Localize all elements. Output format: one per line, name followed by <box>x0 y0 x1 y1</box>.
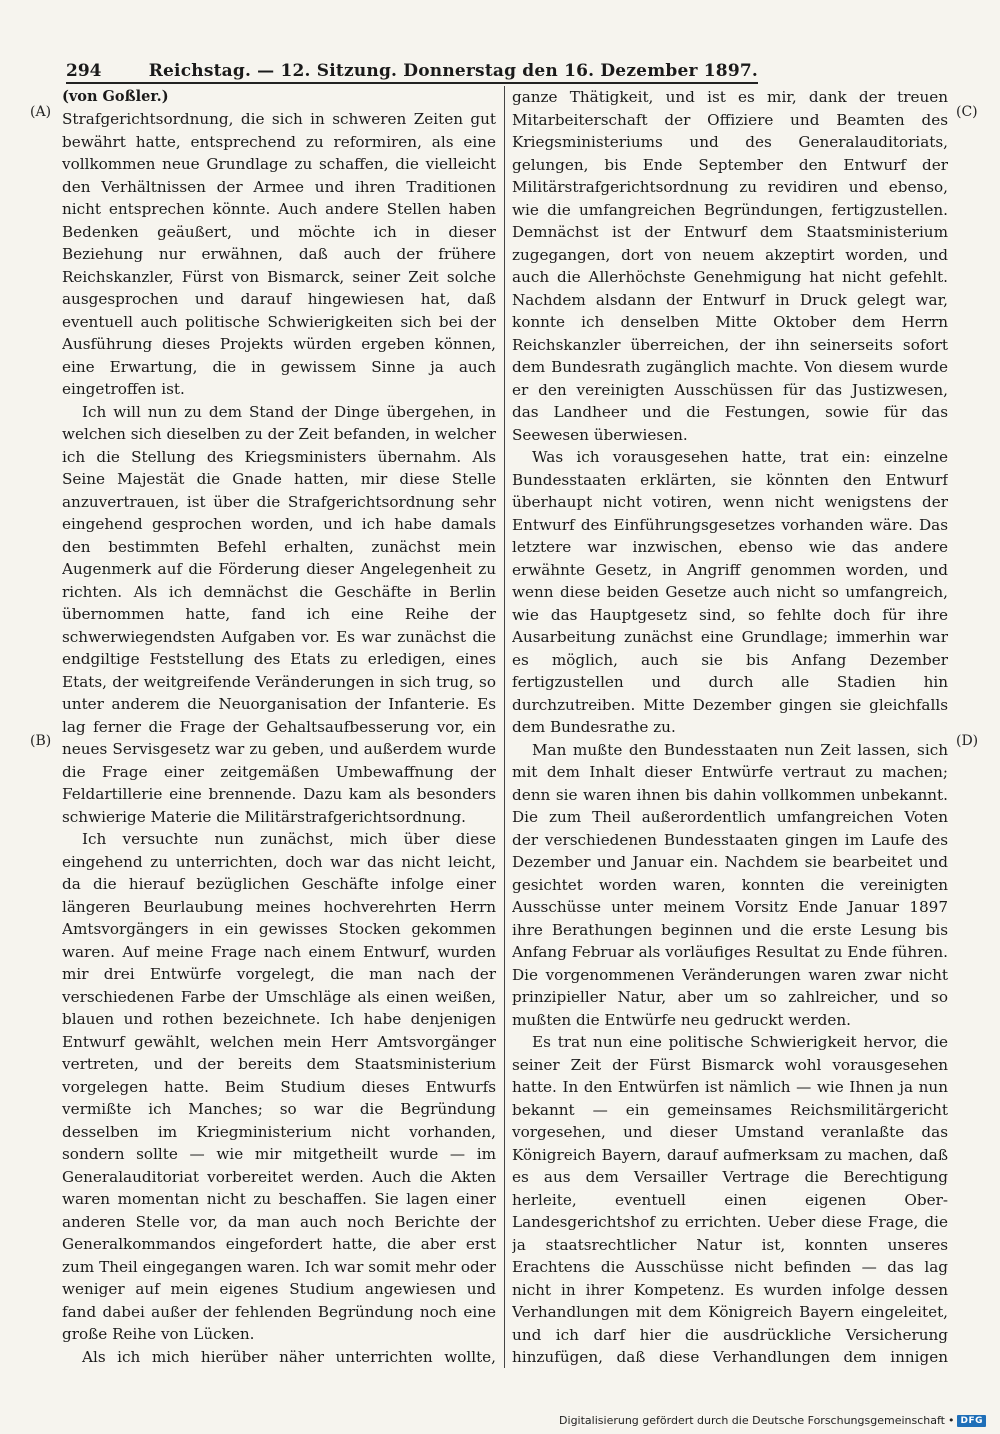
paragraph: Strafgerichtsordnung, die sich in schweren Zeiten gut bewährt hatte, entsprechend zu reformiren, als eine vollkommen neue Grundlage zu schaffen, die vielleicht den Verhältnissen der Armee und ihren Traditionen nicht entsprechen könnte. Auch andere Stellen haben Bedenken geäußert, und möchte ich in dieser Beziehung nur erwähnen, daß auch der frühere Reichskanzler, Fürst von Bismarck, seiner Zeit solche ausgesprochen und darauf hingewiesen hat, daß eventuell auch politische Schwierigkeiten sich bei der Ausführung dieses Projekts würden ergeben können, eine Erwartung, die in gewissem Sinne ja auch eingetroffen ist. <box>62 110 496 398</box>
margin-marker-c: (C) <box>956 104 978 120</box>
left-column <box>62 86 496 1368</box>
paragraph: Ich versuchte nun zunächst, mich über diese eingehend zu unterrichten, doch war das nicht leicht, da die hierauf bezüglichen Geschäfte infolge einer längeren Beurlaubung meines hochverehrten Herrn Amtsvorgängers in ein gewisses Stocken gekommen waren. Auf meine Frage nach einem Entwurf, wurden mir drei Entwürfe vorgelegt, die man nach der verschiedenen Farbe der Umschläge als einen weißen, blauen und rothen bezeichnete. Ich habe denjenigen Entwurf gewählt, welchen mein Herr Amtsvorgänger vertreten, und der bereits dem Staatsministerium vorgelegen hatte. Beim Studium dieses Entwurfs vermißte ich Manches; so war die Begründung desselben im Kriegministerium nicht vorhanden, sondern sollte — wie mir mitgetheilt wurde — im Generalauditoriat vorbereitet werden. Auch die Akten waren momentan nicht zu beschaffen. Sie lagen einer anderen Stelle vor, da man auch noch Berichte der Generalkommandos eingefordert hatte, die aber erst zum Theil eingegangen waren. Ich war somit mehr oder weniger auf mein eigenes Studium angewiesen und fand dabei außer der fehlenden Begründung noch eine große Reihe von Lücken. <box>62 830 496 1343</box>
separator-dot: • <box>947 1414 955 1427</box>
column-divider <box>504 86 505 1368</box>
footer <box>559 1414 986 1427</box>
paragraph: Als ich mich hierüber näher unterrichten wollte, <box>82 1347 496 1366</box>
margin-marker-d: (D) <box>956 733 979 749</box>
margin-marker-a: (A) <box>30 104 52 120</box>
paragraph: Ich will nun zu dem Stand der Dinge übergehen, in welchen sich dieselben zu der Zeit befanden, in welcher ich die Stellung des Kriegsministers übernahm. Als Seine Majestät die Gnade hatten, mir diese Stelle anzuvertrauen, ist über die Strafgerichtsordnung sehr eingehend gesprochen worden, und ich habe damals den bestimmten Befehl erhalten, zunächst mein Augenmerk auf die Förderung dieser Angelegenheit zu richten. Als ich demnächst die Geschäfte in Berlin übernommen hatte, fand ich eine Reihe der schwerwiegendsten Aufgaben vor. Es war zunächst die endgiltige Feststellung des Etats zu erledigen, eines Etats, der weitgreifende Veränderungen in sich trug, so unter anderem die Neuorganisation der Infanterie. Es lag ferner die Frage der Gehaltsaufbesserung vor, ein neues Servisgesetz war zu geben, und außerdem wurde die Frage einer zeitgemäßen Umbewaffnung der Feldartillerie eine brennende. Dazu kam als besonders schwierige Materie die Militärstrafgerichtsordnung. <box>62 402 496 826</box>
paragraph: Was ich vorausgesehen hatte, trat ein: einzelne Bundesstaaten erklärten, sie könnten den Entwurf überhaupt nicht votiren, wenn nicht wenigstens der Entwurf des Einführungsgesetzes vorhanden wäre. Das letztere war inzwischen, ebenso wie das andere erwähnte Gesetz, in Angriff genommen worden, und wenn diese beiden Gesetze auch nicht so umfangreich, wie das Hauptgesetz sind, so fehlte doch für ihre Ausarbeitung zunächst eine Grundlage; immerhin war es möglich, auch sie bis Anfang Dezember fertigzustellen und durch alle Stadien hin durchzutreiben. Mitte Dezember gingen sie gleichfalls dem Bundesrathe zu. <box>512 448 948 736</box>
funding-credit: Digitalisierung gefördert durch die Deutsche Forschungsgemeinschaft <box>559 1414 945 1427</box>
right-column <box>512 86 948 1368</box>
running-title: Reichstag. — 12. Sitzung. Donnerstag den 16. Dezember 1897. <box>148 61 758 81</box>
paragraph: Man mußte den Bundesstaaten nun Zeit lassen, sich mit dem Inhalt dieser Entwürfe vertraut zu machen; denn sie waren ihnen bis dahin vollkommen unbekannt. Die zum Theil außerordentlich umfangreichen Voten der verschiedenen Bundesstaaten gingen im Laufe des Dezember und Januar ein. Nachdem sie bearbeitet und gesichtet worden waren, konnten die vereinigten Ausschüsse unter meinem Vorsitz Ende Januar 1897 ihre Berathungen beginnen und die erste Lesung bis Anfang Februar als vorläufiges Resultat zu Ende führen. Die vorgenommenen Veränderungen waren zwar nicht prinzipieller Natur, aber um so zahlreicher, und so mußten die Entwürfe neu gedruckt werden. <box>512 740 948 1029</box>
paragraph: Es trat nun eine politische Schwierigkeit hervor, die seiner Zeit der Fürst Bismarck wohl vorausgesehen hatte. In den Entwürfen ist nämlich — wie Ihnen ja nun bekannt — ein gemeinsames Reichsmilitärgericht vorgesehen, und dieser Umstand veranlaßte das Königreich Bayern, darauf aufmerksam zu machen, daß es aus dem Versailler Vertrage die Berechtigung herleite, eventuell einen eigenen Ober-Landesgerichtshof zu errichten. Ueber diese Frage, die ja staatsrechtlicher Natur ist, konnten unseres Erachtens die Ausschüsse nicht befinden — das lag nicht in ihrer Kompetenz. Es wurden infolge dessen Verhandlungen mit dem Königreich Bayern eingeleitet, und ich darf hier die ausdrückliche Versicherung hinzufügen, daß diese Verhandlungen dem innigen <box>512 1033 948 1366</box>
dfg-logo: DFG <box>957 1415 986 1427</box>
page-header <box>66 56 758 84</box>
page-number: 294 <box>66 61 102 81</box>
margin-marker-b: (B) <box>30 733 52 749</box>
speaker-label: (von Goßler.) <box>62 88 169 105</box>
paragraph: ganze Thätigkeit, und ist es mir, dank der treuen Mitarbeiterschaft der Offiziere und Beamten des Kriegsministeriums und des Generalauditoriats, gelungen, bis Ende September den Entwurf der Militärstrafgerichtsordnung zu revidiren und ebenso, wie die umfangreichen Begründungen, fertigzustellen. Demnächst ist der Entwurf dem Staatsministerium zugegangen, dort von neuem akzeptirt worden, und auch die Allerhöchste Genehmigung hat nicht gefehlt. Nachdem alsdann der Entwurf in Druck gelegt war, konnte ich denselben Mitte Oktober dem Herrn Reichskanzler überreichen, der ihn seinerseits sofort dem Bundesrath zugänglich machte. Von diesem wurde er den vereinigten Ausschüssen für das Justizwesen, das Landheer und die Festungen, sowie für das Seewesen überwiesen. <box>512 88 948 444</box>
